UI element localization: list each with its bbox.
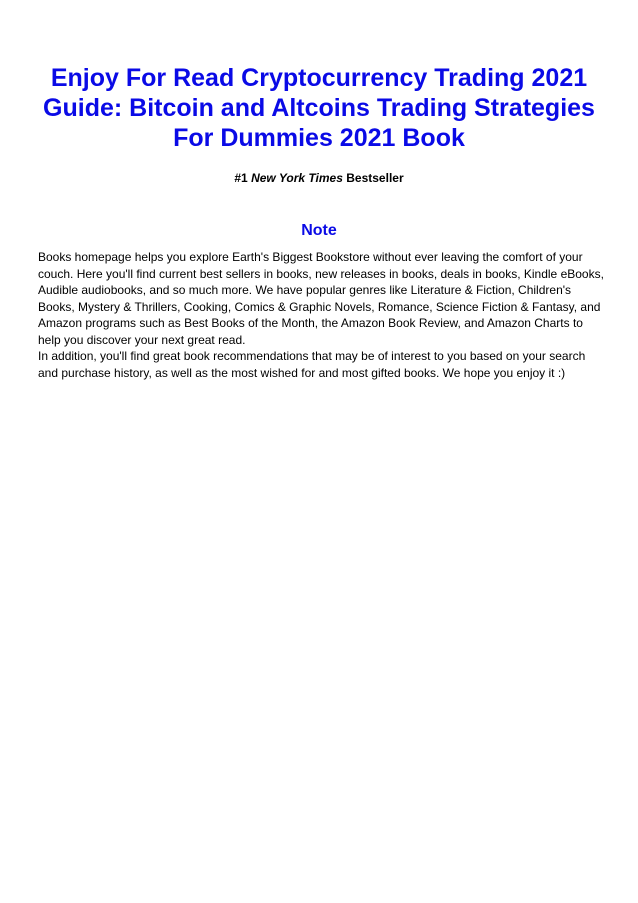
bestseller-line	[0, 171, 638, 186]
note-paragraph: Books homepage helps you explore Earth's Biggest Bookstore without ever leaving the comfort of your couch. Here you'll find current best sellers in books, new releases in books, deals in books, Kindle eBooks, Audible audiobooks, and so much more. We have popular genres like Literature & Fiction, Children's Books, Mystery & Thrillers, Cooking, Comics & Graphic Novels, Romance, Science Fiction & Fantasy, and Amazon programs such as Best Books of the Month, the Amazon Book Review, and Amazon Charts to help you discover your next great read.	[38, 250, 604, 347]
note-heading: Note	[301, 222, 337, 239]
note-body	[38, 249, 606, 381]
bestseller-label: Bestseller	[346, 171, 404, 185]
book-title: Enjoy For Read Cryptocurrency Trading 2021 Guide: Bitcoin and Altcoins Trading Strategies For Dummies 2021 Book	[43, 64, 595, 152]
note-paragraph: In addition, you'll find great book recommendations that may be of interest to you based on your search and purchase history, as well as the most wished for and most gifted books. We hope you enjoy it :)	[38, 349, 586, 380]
bestseller-publication: New York Times	[251, 171, 343, 185]
bestseller-rank: #1	[234, 171, 248, 185]
